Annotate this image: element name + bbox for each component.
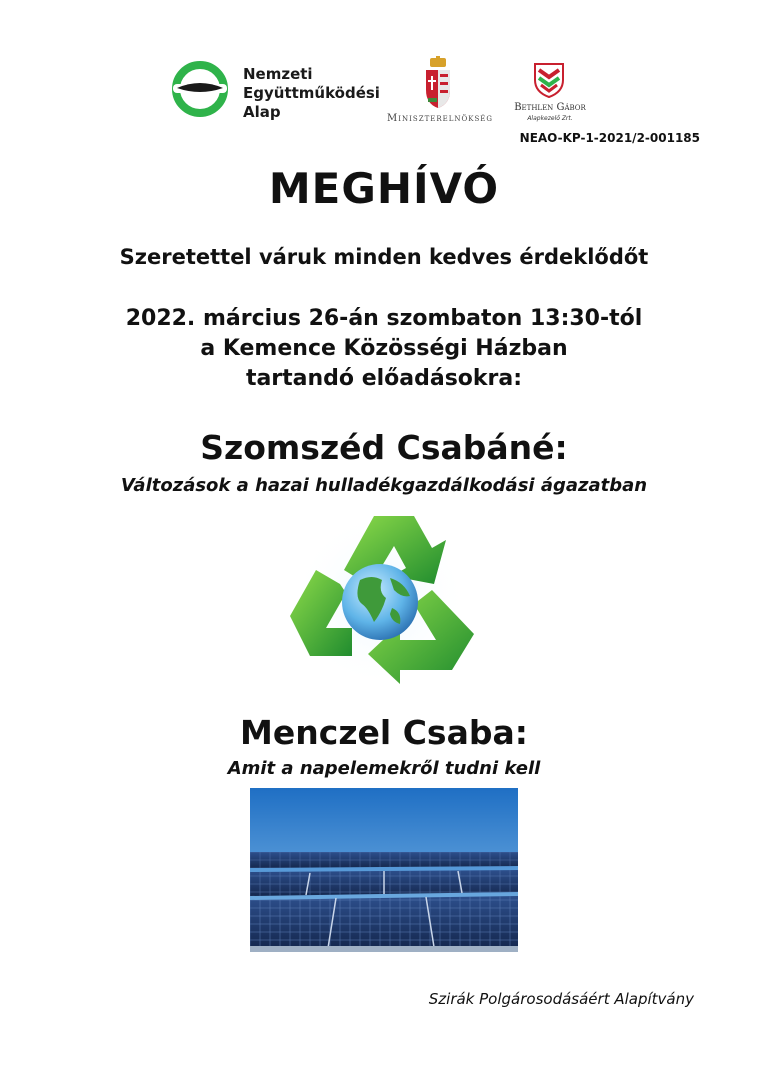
welcome-line: Szeretettel váruk minden kedves érdeklődőt (119, 245, 649, 269)
event-date: 2022. március 26-án szombaton 13:30-tól (125, 306, 643, 331)
page-title: MEGHÍVÓ (268, 164, 500, 213)
event-purpose: tartandó előadásokra: (245, 366, 523, 391)
speaker-1: Szomszéd Csabáné: (200, 428, 568, 467)
solar-panels-photo (250, 788, 518, 952)
event-venue: a Kemence Közösségi Házban (200, 336, 568, 361)
recycling-globe-icon (282, 508, 478, 688)
bethlen-label: Bethlen Gábor (514, 102, 586, 113)
speaker-2: Menczel Csaba: (240, 713, 528, 752)
organizer: Szirák Polgárosodásáért Alapítvány (428, 990, 694, 1008)
bethlen-sublabel: Alapkezelő Zrt. (527, 115, 573, 122)
nea-ring-icon (171, 60, 229, 118)
bethlen-gabor-logo-icon (532, 60, 566, 98)
hungarian-coat-of-arms-icon (423, 56, 453, 110)
topic-2: Amit a napelemekről tudni kell (227, 758, 541, 779)
event-info (0, 304, 768, 394)
grant-code: NEAO-KP-1-2021/2-001185 (519, 131, 700, 145)
ministry-label: Miniszterelnökség (387, 113, 493, 124)
topic-1: Változások a hazai hulladékgazdálkodási ágazatban (120, 475, 648, 496)
nea-logo-text: Nemzeti Együttműködési Alap (243, 65, 380, 121)
